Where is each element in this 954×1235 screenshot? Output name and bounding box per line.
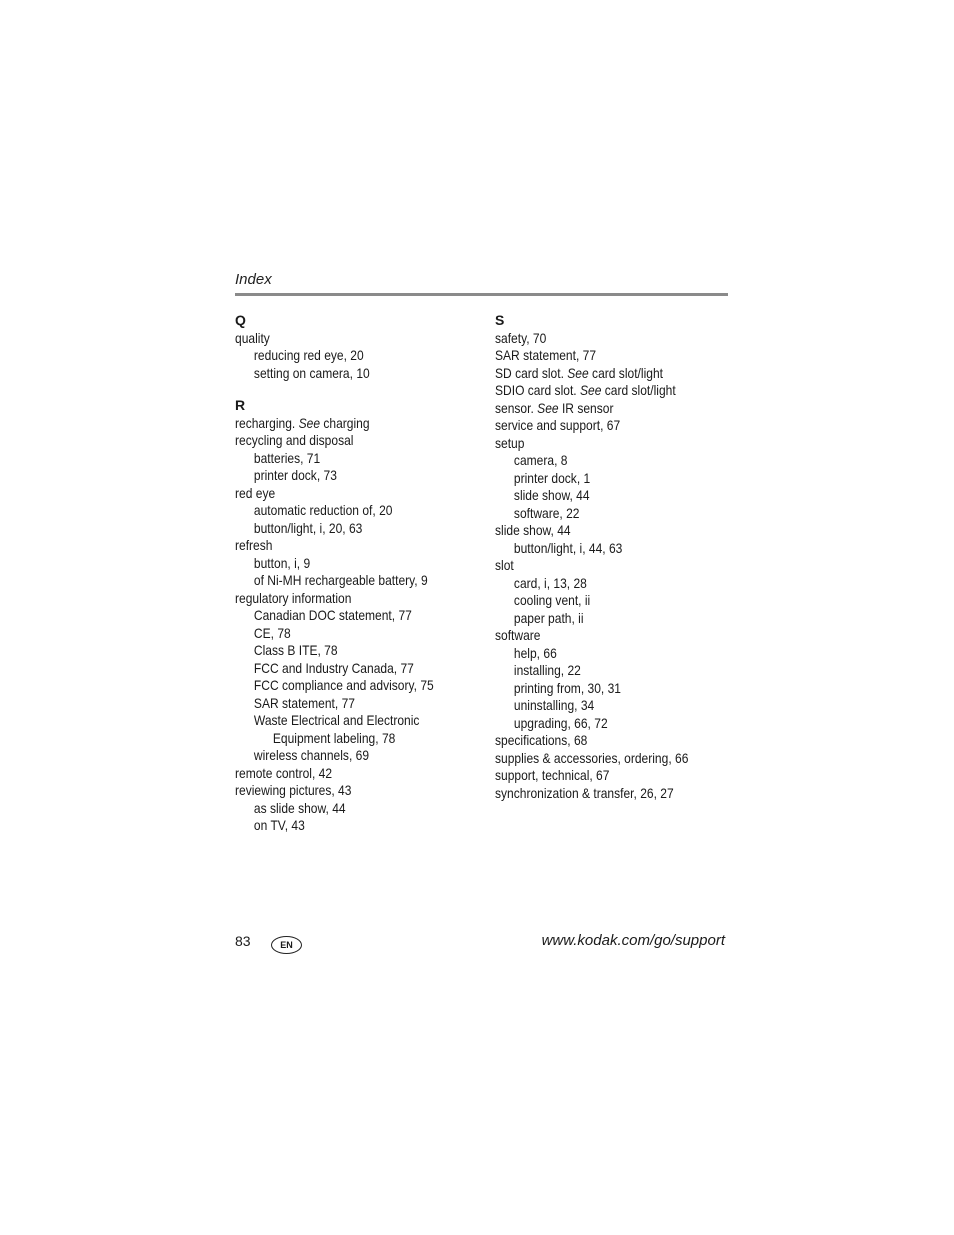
entry-text: SAR statement, 77	[495, 347, 597, 363]
index-entry	[495, 767, 710, 785]
see-reference: See	[537, 399, 559, 416]
entry-text: cooling vent, ii	[513, 592, 591, 608]
index-entry	[235, 502, 450, 520]
entry-text: setting on camera, 10	[253, 364, 370, 381]
index-entry	[235, 537, 450, 555]
entry-text: quality	[235, 329, 270, 346]
index-entry	[495, 732, 710, 750]
entry-text: card, i, 13, 28	[513, 574, 587, 591]
see-reference: See	[579, 382, 602, 398]
index-entry	[495, 592, 710, 610]
entry-text: slide show, 44	[495, 522, 571, 538]
entry-text: uninstalling, 34	[513, 697, 595, 713]
see-target: card slot/light	[601, 382, 676, 398]
entry-text: support, technical, 67	[495, 767, 610, 783]
index-entry	[235, 607, 450, 625]
entry-text: on TV, 43	[253, 817, 305, 833]
index-entry	[235, 695, 450, 713]
entry-text: recharging.	[235, 414, 299, 431]
section-gap	[235, 382, 485, 397]
index-column-left	[235, 312, 485, 835]
entry-text: Class B ITE, 78	[253, 642, 338, 658]
entries-q	[235, 330, 485, 383]
index-entry	[235, 450, 450, 468]
index-entry	[235, 555, 450, 573]
index-entry	[495, 522, 710, 540]
index-entry	[495, 662, 710, 680]
entry-text: refresh	[235, 537, 273, 553]
index-entry	[235, 432, 450, 450]
index-entry	[235, 572, 450, 590]
entries-r	[235, 415, 485, 835]
index-entry	[495, 697, 710, 715]
see-target: charging	[320, 414, 370, 431]
entry-text: automatic reduction of, 20	[253, 502, 393, 518]
entry-text: service and support, 67	[495, 417, 621, 433]
see-reference: See	[567, 364, 589, 381]
index-entry	[495, 750, 710, 768]
index-entry	[495, 575, 710, 593]
index-entry	[235, 625, 450, 643]
entry-text: safety, 70	[495, 329, 547, 346]
see-target: IR sensor	[558, 399, 614, 416]
see-reference: See	[298, 414, 321, 431]
index-entry	[235, 467, 450, 485]
index-entry	[495, 400, 710, 418]
header-rule	[235, 293, 728, 296]
entry-text: FCC compliance and advisory, 75	[253, 677, 434, 693]
index-entry	[495, 487, 710, 505]
index-entry	[235, 660, 450, 678]
entry-text: remote control, 42	[235, 764, 333, 781]
index-entry	[495, 347, 710, 365]
index-entry	[235, 590, 450, 608]
entries-s	[495, 330, 745, 803]
index-entry	[495, 627, 710, 645]
entry-text: printing from, 30, 31	[513, 679, 622, 696]
index-entry	[235, 365, 450, 383]
entry-text: button/light, i, 44, 63	[513, 539, 623, 556]
entry-text: supplies & accessories, ordering, 66	[495, 749, 689, 766]
index-entry	[495, 382, 710, 400]
entry-text: camera, 8	[513, 452, 568, 468]
entry-text: printer dock, 73	[253, 467, 337, 483]
index-entry	[495, 557, 710, 575]
index-entry	[495, 645, 710, 663]
section-letter-r: R	[235, 397, 246, 413]
index-entry	[235, 642, 450, 660]
entry-text: recycling and disposal	[235, 432, 354, 448]
entry-text: printer dock, 1	[513, 469, 591, 486]
entry-text: specifications, 68	[495, 732, 588, 748]
index-entry	[495, 715, 710, 733]
entry-text: Canadian DOC statement, 77	[253, 607, 412, 623]
see-target: card slot/light	[588, 364, 663, 381]
index-entry	[235, 677, 450, 695]
entry-text: as slide show, 44	[253, 799, 346, 816]
index-entry	[235, 347, 450, 365]
entry-text: reviewing pictures, 43	[235, 782, 352, 798]
entry-text: button, i, 9	[253, 554, 311, 571]
entry-text: paper path, ii	[513, 609, 584, 626]
entry-text: installing, 22	[513, 662, 581, 678]
entry-text: SAR statement, 77	[253, 694, 355, 711]
index-entry	[495, 540, 710, 558]
index-entry	[495, 365, 710, 383]
page-number: 83	[235, 933, 251, 949]
entry-text: upgrading, 66, 72	[513, 714, 608, 731]
entry-text: Equipment labeling, 78	[272, 729, 396, 746]
section-letter-q: Q	[235, 312, 246, 328]
entry-text: Waste Electrical and Electronic	[253, 712, 420, 728]
index-entry	[495, 505, 710, 523]
index-entry	[495, 417, 710, 435]
section-letter-s: S	[495, 312, 505, 328]
index-entry	[495, 470, 710, 488]
index-entry	[235, 485, 450, 503]
index-entry	[495, 785, 710, 803]
entry-text: regulatory information	[235, 589, 352, 606]
entry-text: batteries, 71	[253, 449, 321, 466]
entry-text: wireless channels, 69	[253, 747, 370, 763]
index-entry	[495, 330, 710, 348]
entry-text: help, 66	[513, 644, 557, 661]
index-column-right	[495, 312, 745, 802]
entry-text: button/light, i, 20, 63	[253, 519, 363, 536]
index-entry	[235, 817, 450, 835]
index-entry	[235, 800, 450, 818]
entry-text: synchronization & transfer, 26, 27	[495, 784, 674, 801]
entry-text: SD card slot.	[495, 364, 568, 381]
running-header: Index	[235, 271, 272, 288]
index-entry	[495, 680, 710, 698]
index-entry	[235, 782, 450, 800]
index-entry	[495, 610, 710, 628]
index-entry	[495, 452, 710, 470]
entry-text: setup	[495, 434, 525, 451]
entry-text: SDIO card slot.	[495, 382, 580, 398]
index-entry	[495, 435, 710, 453]
language-badge: EN	[271, 936, 302, 954]
entry-text: of Ni-MH rechargeable battery, 9	[253, 572, 428, 588]
entry-text: software	[495, 627, 541, 643]
index-entry	[235, 730, 450, 748]
index-entry	[235, 520, 450, 538]
entry-text: sensor.	[495, 399, 538, 416]
index-entry	[235, 747, 450, 765]
support-url[interactable]: www.kodak.com/go/support	[541, 932, 725, 949]
index-entry	[235, 765, 450, 783]
entry-text: red eye	[235, 484, 276, 501]
entry-text: CE, 78	[253, 624, 291, 641]
entry-text: FCC and Industry Canada, 77	[253, 659, 414, 676]
entry-text: software, 22	[513, 504, 580, 521]
index-entry	[235, 712, 450, 730]
entry-text: slide show, 44	[513, 487, 590, 503]
index-entry	[235, 415, 450, 433]
index-entry	[235, 330, 450, 348]
entry-text: slot	[495, 557, 514, 573]
entry-text: reducing red eye, 20	[253, 347, 364, 363]
